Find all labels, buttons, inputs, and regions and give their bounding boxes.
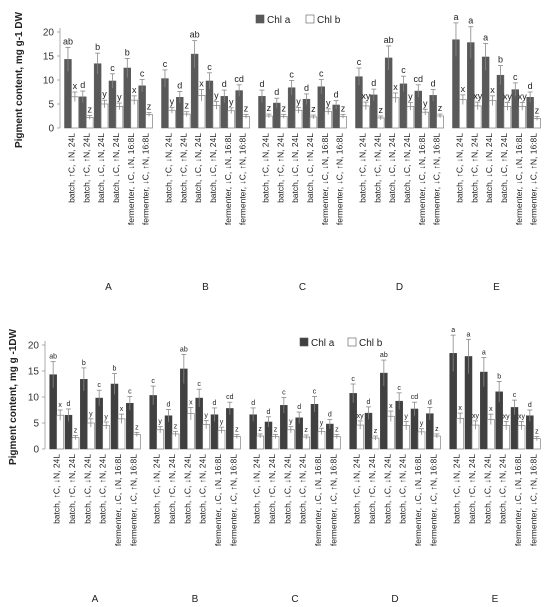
top-significance-letter-chl-b: z [146, 101, 152, 112]
bottom-significance-letter-chl-b: xy [472, 412, 479, 420]
chart-bottom-panel [0, 307, 550, 607]
top-category-label: batch, ↓C, ↑N, 24L [401, 133, 412, 203]
top-significance-letter-chl-b: z [281, 103, 286, 114]
top-significance-letter-chl-b: y [296, 96, 301, 107]
top-category-label: batch, ↓C, ↑N, 24L [207, 133, 218, 203]
bottom-category-label: fermenter, ↓C, ↓N, 16:8L [213, 454, 223, 547]
top-significance-letter-chl-a: c [162, 58, 168, 69]
bottom-category-label: fermenter, ↓C, ↑N, 16:8L [328, 454, 339, 547]
bottom-category-label: batch, ↓C, ↑N, 24L [297, 454, 308, 524]
bottom-group-label: C [291, 594, 299, 605]
bottom-significance-letter-chl-b: y [319, 420, 324, 428]
bottom-significance-letter-chl-b: y [419, 420, 424, 428]
top-significance-letter-chl-b: z [184, 100, 189, 111]
bottom-category-label: batch, ↓C, ↓N, 24L [182, 454, 193, 524]
top-significance-letter-chl-b: y [169, 96, 175, 107]
bottom-significance-letter-chl-b: y [289, 418, 293, 426]
top-significance-letter-chl-b: z [266, 103, 272, 114]
bottom-significance-letter-chl-a: ab [379, 352, 388, 360]
top-group-label: C [298, 282, 307, 293]
top-group-label: A [105, 282, 112, 293]
top-category-label: batch, ↓C, ↑N, 24L [110, 133, 121, 203]
top-significance-letter-chl-b: y [117, 92, 122, 103]
top-significance-letter-chl-a: d [274, 87, 280, 98]
bottom-category-label: batch, ↑C, ↓N, 24L [51, 454, 62, 524]
top-significance-letter-chl-a: b [124, 47, 130, 58]
bottom-category-label: batch, ↑C, ↓N, 24L [151, 454, 162, 524]
bottom-significance-letter-chl-b: y [158, 418, 162, 426]
bottom-significance-letter-chl-b: y [219, 419, 224, 427]
top-significance-letter-chl-b: y [422, 98, 428, 109]
top-significance-letter-chl-a: d [80, 80, 86, 91]
bottom-category-label: batch, ↓C, ↓N, 24L [382, 454, 393, 524]
bottom-category-label: batch, ↑C, ↑N, 24L [67, 454, 77, 524]
top-significance-letter-chl-b: z [243, 103, 249, 114]
bottom-significance-letter-chl-b: z [273, 426, 278, 434]
top-significance-letter-chl-a: d [371, 78, 377, 89]
top-significance-letter-chl-b: xy [502, 91, 512, 102]
top-significance-letter-chl-a: d [333, 89, 339, 100]
top-significance-letter-chl-a: d [177, 80, 183, 91]
bottom-significance-letter-chl-b: xy [502, 413, 510, 421]
top-legend-swatch-chl-b [306, 15, 314, 23]
top-y-tick-label: 0 [48, 123, 54, 135]
bottom-significance-letter-chl-b: z [304, 426, 308, 434]
top-category-label: batch, ↑C, ↓N, 24L [454, 132, 465, 203]
bottom-category-label: batch, ↑C, ↑N, 24L [167, 454, 177, 524]
bottom-bar-chl-a [126, 403, 133, 449]
top-y-axis-label: Pigment content, mg g-1 DW [14, 11, 25, 149]
top-significance-letter-chl-a: d [259, 79, 265, 90]
bottom-legend-label-chl-a: Chl a [311, 338, 335, 349]
top-significance-letter-chl-a: cd [413, 73, 424, 84]
bottom-significance-letter-chl-a: d [366, 398, 371, 406]
bottom-category-label: batch, ↓C, ↑N, 24L [197, 454, 208, 524]
top-significance-letter-chl-a: cd [234, 73, 244, 84]
bottom-significance-letter-chl-b: z [535, 428, 539, 436]
top-category-label: batch, ↑C, ↑N, 24L [469, 133, 480, 203]
bottom-significance-letter-chl-a: d [251, 399, 256, 407]
bottom-y-tick-label: 10 [27, 392, 39, 404]
top-significance-letter-chl-a: c [356, 57, 362, 67]
bottom-category-label: batch, ↓C, ↑N, 24L [97, 454, 108, 524]
top-category-label: batch, ↑C, ↓N, 24L [163, 133, 174, 203]
bottom-significance-letter-chl-a: c [97, 382, 101, 390]
bottom-category-label: fermenter, ↓C, ↓N, 16:8L [513, 454, 523, 547]
bottom-legend-swatch-chl-a [300, 338, 308, 346]
top-category-label: batch, ↓C, ↓N, 24L [290, 133, 301, 203]
top-significance-letter-chl-a: d [430, 78, 436, 89]
bottom-y-axis-label: Pigment content, mg g -1DW [8, 328, 19, 466]
top-group-label: D [395, 282, 404, 293]
top-significance-letter-chl-a: a [483, 32, 489, 43]
top-significance-letter-chl-a: ab [383, 34, 394, 45]
bottom-significance-letter-chl-a: a [451, 327, 456, 335]
top-significance-letter-chl-a: a [453, 11, 459, 22]
bottom-significance-letter-chl-b: x [58, 402, 62, 409]
bottom-group-label: A [91, 594, 99, 605]
bottom-group-label: D [391, 594, 399, 605]
top-significance-letter-chl-a: b [497, 54, 503, 65]
bottom-significance-letter-chl-b: y [104, 413, 108, 421]
top-category-label: batch, ↓C, ↓N, 24L [96, 133, 107, 203]
bottom-significance-letter-chl-b: xy [518, 413, 525, 421]
bottom-bar-chl-b [133, 434, 140, 449]
bottom-significance-letter-chl-a: d [266, 408, 271, 416]
chart-top-panel [0, 0, 550, 300]
top-category-label: batch, ↓C, ↓N, 24L [387, 133, 398, 203]
top-significance-letter-chl-b: x [460, 83, 466, 94]
top-significance-letter-chl-b: x [199, 78, 204, 89]
bottom-significance-letter-chl-a: d [327, 411, 332, 419]
bottom-category-label: batch, ↓C, ↑N, 24L [497, 453, 508, 524]
top-significance-letter-chl-a: ab [62, 36, 73, 47]
bottom-significance-letter-chl-b: z [135, 424, 139, 432]
bottom-significance-letter-chl-b: z [335, 426, 339, 434]
bottom-category-label: batch, ↓C, ↓N, 24L [82, 454, 93, 524]
bottom-category-label: batch, ↑C, ↑N, 24L [367, 454, 377, 524]
top-legend-swatch-chl-a [256, 15, 264, 23]
top-significance-letter-chl-a: c [513, 71, 518, 82]
top-significance-letter-chl-b: y [228, 96, 234, 107]
bottom-category-label: fermenter, ↓C, ↑N, 16:8L [128, 454, 139, 547]
top-significance-letter-chl-b: x [72, 81, 78, 91]
top-category-label: batch, ↓C, ↓N, 24L [193, 132, 204, 203]
top-significance-letter-chl-a: c [207, 61, 212, 72]
bottom-significance-letter-chl-a: c [312, 388, 317, 396]
top-legend-label-chl-b: Chl b [317, 15, 341, 26]
top-significance-letter-chl-b: x [490, 84, 495, 95]
top-significance-letter-chl-b: y [325, 97, 331, 108]
top-group-label: B [202, 282, 209, 293]
top-category-label: batch, ↑C, ↑N, 24L [178, 133, 189, 203]
bottom-significance-letter-chl-b: x [119, 406, 124, 414]
bottom-significance-letter-chl-a: ab [179, 346, 188, 354]
top-category-label: batch, ↑C, ↓N, 24L [66, 133, 77, 203]
bottom-category-label: batch, ↑C, ↓N, 24L [351, 454, 362, 524]
top-category-label: fermenter, ↓C, ↑N, 16:8L [334, 133, 345, 226]
bottom-significance-letter-chl-b: xy [356, 412, 364, 420]
bottom-significance-letter-chl-a: c [197, 381, 201, 389]
bottom-significance-letter-chl-b: z [373, 428, 378, 435]
chart-top [0, 0, 550, 300]
top-y-tick-label: 5 [48, 99, 54, 111]
top-category-label: fermenter, ↓C, ↓N, 16:8L [222, 133, 233, 226]
bottom-significance-letter-chl-a: d [527, 402, 532, 409]
bottom-category-label: batch, ↑C, ↓N, 24L [251, 454, 262, 524]
bottom-significance-letter-chl-b: y [89, 410, 93, 418]
top-significance-letter-chl-a: c [319, 68, 324, 79]
bottom-category-label: fermenter, ↓C, ↑N, 16:8L [528, 454, 539, 547]
bottom-significance-letter-chl-a: d [166, 401, 171, 409]
top-significance-letter-chl-b: y [214, 90, 219, 101]
chart-bottom [0, 307, 550, 607]
top-significance-letter-chl-b: z [534, 105, 540, 116]
bottom-significance-letter-chl-b: x [189, 399, 193, 407]
bottom-category-label: batch, ↓C, ↑N, 24L [397, 454, 408, 524]
bottom-significance-letter-chl-a: d [297, 404, 302, 412]
bottom-significance-letter-chl-b: z [235, 426, 239, 434]
bottom-significance-letter-chl-a: cd [410, 394, 419, 402]
bottom-significance-letter-chl-a: c [282, 389, 286, 397]
top-significance-letter-chl-b: xy [361, 91, 371, 102]
bottom-significance-letter-chl-a: b [497, 373, 502, 381]
top-significance-letter-chl-a: a [468, 15, 474, 26]
bottom-y-tick-label: 15 [27, 366, 39, 378]
top-legend-label-chl-a: Chl a [267, 15, 291, 26]
bottom-significance-letter-chl-a: cd [226, 394, 234, 402]
bottom-significance-letter-chl-a: c [512, 392, 517, 400]
top-category-label: fermenter, ↓C, ↓N, 16:8L [513, 133, 524, 226]
top-category-label: fermenter, ↓C, ↓N, 16:8L [319, 133, 330, 226]
bottom-category-label: fermenter, ↓C, ↑N, 16:8L [428, 454, 439, 547]
bottom-legend-label-chl-b: Chl b [359, 338, 383, 349]
bottom-significance-letter-chl-b: x [489, 406, 493, 414]
top-significance-letter-chl-a: d [527, 81, 533, 91]
top-y-tick-label: 20 [42, 27, 54, 39]
bottom-significance-letter-chl-b: x [458, 405, 462, 413]
top-significance-letter-chl-b: z [311, 104, 316, 115]
top-category-label: batch, ↑C, ↑N, 24L [372, 133, 383, 203]
bottom-significance-letter-chl-a: c [151, 378, 155, 386]
bottom-significance-letter-chl-a: c [397, 384, 401, 392]
top-bar-chl-b [146, 115, 153, 128]
bottom-significance-letter-chl-a: d [212, 399, 217, 407]
bottom-significance-letter-chl-b: y [204, 412, 208, 420]
bottom-category-label: batch, ↓C, ↓N, 24L [482, 454, 493, 524]
top-category-label: fermenter, ↓C, ↓N, 16:8L [416, 133, 427, 226]
bottom-category-label: batch, ↑C, ↑N, 24L [267, 454, 277, 524]
top-significance-letter-chl-a: c [289, 69, 294, 80]
top-significance-letter-chl-b: z [378, 105, 383, 115]
top-bar-chl-a [139, 86, 146, 128]
bottom-significance-letter-chl-b: y [404, 413, 408, 421]
top-category-label: batch, ↑C, ↓N, 24L [357, 133, 368, 203]
bottom-significance-letter-chl-a: c [128, 388, 132, 396]
bottom-significance-letter-chl-b: x [389, 403, 393, 411]
top-category-label: fermenter, ↓C, ↑N, 16:8L [431, 133, 442, 226]
bottom-significance-letter-chl-b: z [173, 423, 178, 431]
bottom-significance-letter-chl-a: b [81, 359, 86, 367]
bottom-y-tick-label: 0 [33, 444, 39, 456]
bottom-y-tick-label: 5 [33, 418, 39, 430]
bottom-category-label: fermenter, ↓C, ↑N, 16:8L [228, 454, 239, 547]
top-category-label: fermenter, ↓C, ↑N, 16:8L [140, 133, 151, 226]
top-significance-letter-chl-a: d [303, 82, 309, 93]
top-significance-letter-chl-b: xy [517, 91, 527, 102]
top-significance-letter-chl-a: c [110, 62, 115, 73]
top-significance-letter-chl-b: x [131, 84, 137, 95]
top-significance-letter-chl-a: b [95, 42, 101, 53]
top-category-label: batch, ↑C, ↑N, 24L [275, 133, 286, 203]
top-category-label: batch, ↓C, ↑N, 24L [498, 132, 509, 203]
bottom-significance-letter-chl-a: d [427, 399, 432, 407]
bottom-group-label: E [491, 594, 499, 605]
top-category-label: batch, ↓C, ↑N, 24L [304, 133, 315, 203]
top-y-tick-label: 10 [42, 75, 54, 87]
top-group-label: E [493, 282, 500, 293]
bottom-significance-letter-chl-a: b [112, 365, 117, 373]
top-category-label: fermenter, ↓C, ↑N, 16:8L [237, 132, 248, 226]
bottom-significance-letter-chl-a: ab [49, 353, 58, 361]
bottom-legend-swatch-chl-b [348, 338, 356, 346]
bottom-significance-letter-chl-a: a [481, 349, 486, 357]
top-significance-letter-chl-a: ab [189, 29, 200, 40]
top-significance-letter-chl-b: z [437, 103, 443, 114]
top-significance-letter-chl-a: d [221, 79, 227, 90]
bottom-y-tick-label: 20 [27, 340, 39, 352]
top-significance-letter-chl-b: xy [473, 91, 483, 102]
bottom-significance-letter-chl-a: d [66, 400, 71, 408]
top-y-tick-label: 15 [42, 51, 54, 63]
bottom-significance-letter-chl-a: a [466, 331, 471, 339]
top-significance-letter-chl-b: z [87, 104, 92, 115]
bottom-significance-letter-chl-b: z [435, 425, 439, 433]
bottom-category-label: batch, ↑C, ↑N, 24L [467, 454, 477, 524]
top-significance-letter-chl-a: c [401, 65, 406, 76]
bottom-category-label: fermenter, ↓C, ↓N, 16:8L [413, 454, 423, 547]
top-significance-letter-chl-a: c [139, 68, 145, 79]
top-category-label: batch, ↑C, ↓N, 24L [260, 133, 271, 203]
bottom-significance-letter-chl-b: z [258, 425, 262, 433]
bottom-category-label: batch, ↓C, ↓N, 24L [282, 454, 293, 524]
bottom-significance-letter-chl-a: c [351, 376, 355, 383]
bottom-category-label: fermenter, ↓C, ↓N, 16:8L [113, 454, 123, 547]
top-significance-letter-chl-b: z [340, 103, 346, 114]
bottom-significance-letter-chl-b: z [73, 427, 78, 435]
top-category-label: batch, ↑C, ↑N, 24L [81, 133, 92, 203]
top-significance-letter-chl-b: x [393, 81, 398, 92]
top-category-label: fermenter, ↓C, ↓N, 16:8L [125, 133, 136, 226]
top-significance-letter-chl-b: y [102, 89, 107, 100]
top-category-label: fermenter, ↓C, ↑N, 16:8L [528, 133, 539, 226]
top-category-label: batch, ↓C, ↓N, 24L [484, 133, 495, 203]
top-significance-letter-chl-b: y [408, 91, 413, 102]
bottom-category-label: fermenter, ↓C, ↓N, 16:8L [313, 454, 323, 547]
bottom-group-label: B [191, 594, 199, 605]
bottom-category-label: batch, ↑C, ↓N, 24L [451, 453, 462, 524]
